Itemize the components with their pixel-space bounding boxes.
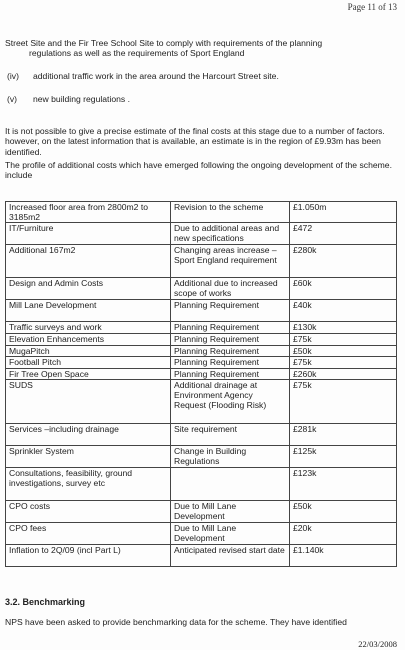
- table-row: [6, 545, 397, 567]
- table-cell-cost: £281k: [290, 424, 397, 446]
- table-cell-cost: £472: [290, 223, 397, 245]
- intro-line-1: Street Site and the Fir Tree School Site to comply with requirements of the planning: [5, 38, 323, 48]
- table-cell-reason: Planning Requirement: [171, 357, 290, 369]
- table-cell-reason: Due to Mill Lane Development: [171, 523, 290, 545]
- table-cell-reason: Planning Requirement: [171, 345, 290, 357]
- table-cell-cost: £75k: [290, 380, 397, 424]
- table-cell-reason: Planning Requirement: [171, 322, 290, 334]
- table-cell-reason: Due to additional areas and new specifications: [171, 223, 290, 245]
- table-cell-cost: £130k: [290, 322, 397, 334]
- section-heading: 3.2. Benchmarking: [5, 597, 86, 607]
- intro-paragraph: [5, 38, 397, 59]
- table-row: [6, 501, 397, 523]
- table-cell-item: Elevation Enhancements: [6, 333, 171, 345]
- table-cell-item: Increased floor area from 2800m2 to 3185m2: [6, 202, 171, 223]
- table-cell-cost: £260k: [290, 368, 397, 380]
- table-row: [6, 322, 397, 334]
- estimate-paragraph: It is not possible to give a precise estimate of the final costs at this stage due to a number of factors. however, on the latest information that is available, an estimate is in the region of £9.93m has been identified.: [5, 126, 385, 157]
- table-cell-item: Inflation to 2Q/09 (incl Part L): [6, 545, 171, 567]
- table-cell-reason: Change in Building Regulations: [171, 446, 290, 468]
- list-item-number: (iv): [7, 71, 19, 81]
- table-row: [6, 424, 397, 446]
- table-row: [6, 446, 397, 468]
- footer-date: 22/03/2008: [358, 639, 397, 649]
- table-cell-item: Consultations, feasibility, ground investigations, survey etc: [6, 468, 171, 501]
- table-cell-item: MugaPitch: [6, 345, 171, 357]
- table-cell-reason: Planning Requirement: [171, 300, 290, 322]
- table-row: [6, 333, 397, 345]
- table-cell-cost: £280k: [290, 245, 397, 278]
- table-row: [6, 245, 397, 278]
- table-cell-item: Design and Admin Costs: [6, 278, 171, 300]
- table-cell-item: SUDS: [6, 380, 171, 424]
- table-cell-reason: Additional drainage at Environment Agency Request (Flooding Risk): [171, 380, 290, 424]
- table-cell-cost: £123k: [290, 468, 397, 501]
- table-cell-item: CPO fees: [6, 523, 171, 545]
- table-cell-cost: £50k: [290, 345, 397, 357]
- list-item-number: (v): [7, 94, 18, 104]
- intro-line-2: regulations as well as the requirements of Sport England: [29, 48, 245, 59]
- table-row: [6, 380, 397, 424]
- table-row: [6, 278, 397, 300]
- table-cell-reason: Revision to the scheme: [171, 202, 290, 223]
- table-row: [6, 223, 397, 245]
- profile-paragraph: The profile of additional costs which have emerged following the ongoing development of the scheme. include: [5, 160, 392, 181]
- table-row: [6, 523, 397, 545]
- list-item-text: new building regulations .: [33, 94, 130, 104]
- table-cell-reason: Site requirement: [171, 424, 290, 446]
- table-cell-item: Mill Lane Development: [6, 300, 171, 322]
- table-cell-cost: £125k: [290, 446, 397, 468]
- cost-table-body: [6, 202, 397, 567]
- table-cell-item: Services –including drainage: [6, 424, 171, 446]
- table-cell-item: Traffic surveys and work: [6, 322, 171, 334]
- table-row: [6, 368, 397, 380]
- table-cell-item: Sprinkler System: [6, 446, 171, 468]
- table-cell-cost: £1.140k: [290, 545, 397, 567]
- table-cell-reason: Planning Requirement: [171, 368, 290, 380]
- table-cell-cost: £50k: [290, 501, 397, 523]
- table-cell-item: Additional 167m2: [6, 245, 171, 278]
- table-cell-cost: £40k: [290, 300, 397, 322]
- table-cell-reason: Additional due to increased scope of works: [171, 278, 290, 300]
- table-cell-reason: Planning Requirement: [171, 333, 290, 345]
- table-cell-reason: [171, 468, 290, 501]
- table-cell-cost: £75k: [290, 357, 397, 369]
- table-cell-item: Football Pitch: [6, 357, 171, 369]
- page-number: Page 11 of 13: [347, 2, 397, 12]
- table-row: [6, 357, 397, 369]
- table-cell-cost: £75k: [290, 333, 397, 345]
- section-paragraph: NPS have been asked to provide benchmarking data for the scheme. They have identified: [5, 617, 347, 627]
- table-row: [6, 202, 397, 223]
- list-item-text: additional traffic work in the area around the Harcourt Street site.: [33, 71, 279, 81]
- table-cell-cost: £1.050m: [290, 202, 397, 223]
- table-row: [6, 468, 397, 501]
- table-cell-reason: Anticipated revised start date: [171, 545, 290, 567]
- table-cell-reason: Due to Mill Lane Development: [171, 501, 290, 523]
- table-cell-cost: £20k: [290, 523, 397, 545]
- table-cell-cost: £60k: [290, 278, 397, 300]
- table-cell-item: CPO costs: [6, 501, 171, 523]
- table-row: [6, 300, 397, 322]
- list-item: [7, 71, 397, 81]
- table-cell-reason: Changing areas increase – Sport England requirement: [171, 245, 290, 278]
- table-row: [6, 345, 397, 357]
- list-item: [7, 94, 397, 104]
- table-cell-item: Fir Tree Open Space: [6, 368, 171, 380]
- table-cell-item: IT/Furniture: [6, 223, 171, 245]
- cost-table: [5, 201, 397, 567]
